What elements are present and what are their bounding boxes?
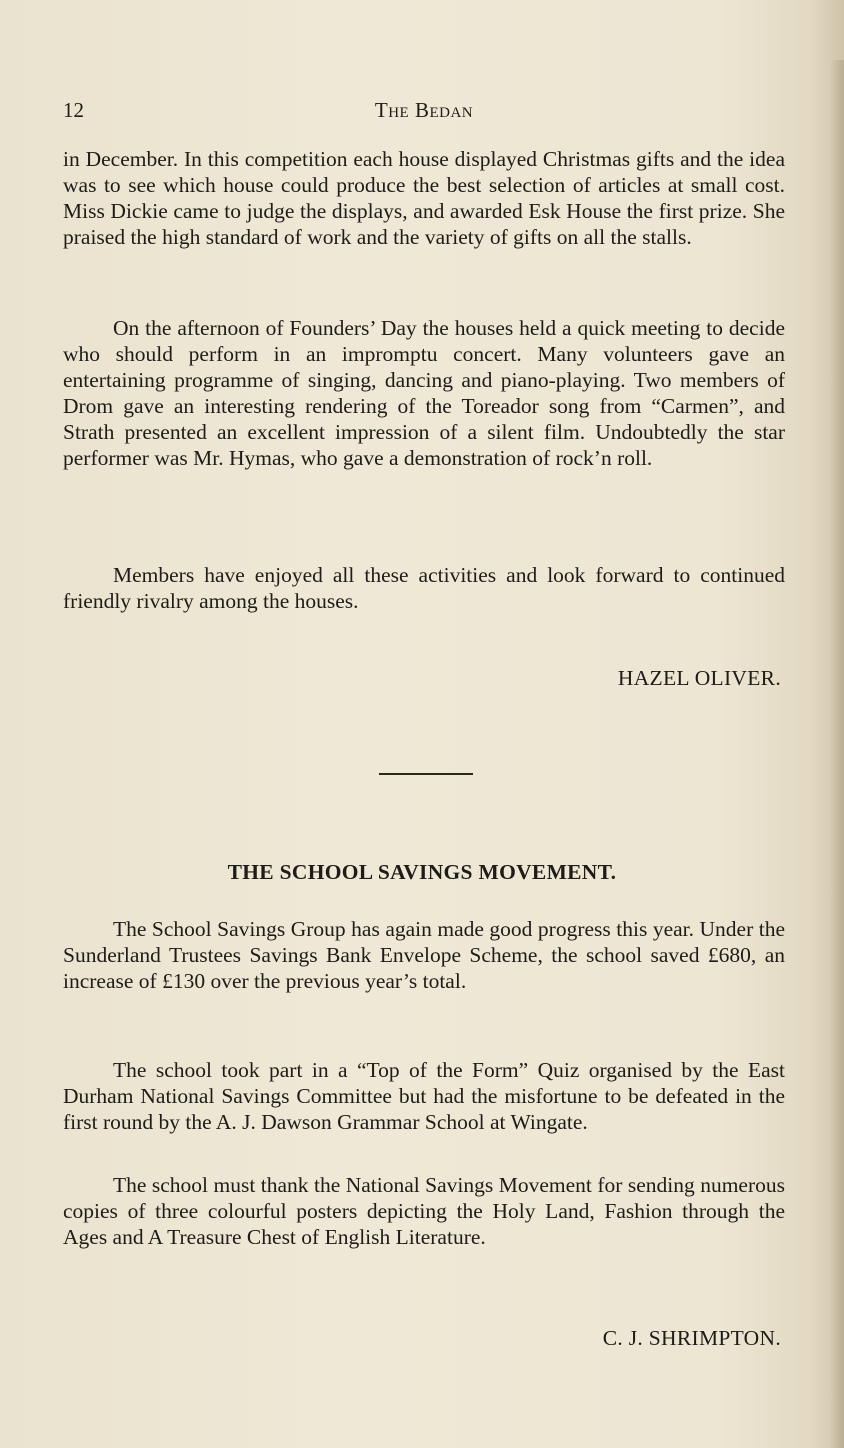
section-divider — [379, 773, 473, 775]
section-heading-school-savings: THE SCHOOL SAVINGS MOVEMENT. — [227, 860, 617, 884]
page-header — [63, 98, 785, 128]
paragraph-founders-day-concert: On the afternoon of Founders’ Day the houses held a quick meeting to decide who should perform in an impromptu concert. Many volunteers gave an entertaining programme of singing, dancing and piano-playing. Two members of Drom gave an interesting rendering of the Toreador song from “Carmen”, and Strath presented an excellent impression of a silent film. Undoubtedly the star performer was Mr. Hymas, who gave a demonstration of rock’n roll. — [63, 316, 785, 470]
signature-hazel-oliver: HAZEL OLIVER. — [617, 666, 781, 690]
running-title: The Bedan — [374, 98, 474, 122]
signature-c-j-shrimpton: C. J. SHRIMPTON. — [602, 1326, 781, 1350]
paragraph-savings-progress: The School Savings Group has again made good progress this year. Under the Sunderland Trustees Savings Bank Envelope Scheme, the school saved £680, an increase of £130 over the previous year’s total. — [63, 917, 785, 993]
page-edge-shadow — [830, 60, 844, 1448]
paragraph-houses-christmas-gifts: in December. In this competition each house displayed Christmas gifts and the idea was to see which house could produce the best selection of articles at small cost. Miss Dickie came to judge the displays, and awarded Esk House the first prize. She praised the high standard of work and the variety of gifts on all the stalls. — [63, 147, 785, 249]
paragraph-posters-thanks: The school must thank the National Savings Movement for sending numerous copies of three colourful posters depicting the Holy Land, Fashion through the Ages and A Treasure Chest of English Literature. — [63, 1173, 785, 1249]
paragraph-friendly-rivalry: Members have enjoyed all these activities and look forward to continued friendly rivalry among the houses. — [63, 563, 785, 613]
page-number: 12 — [63, 98, 84, 122]
paragraph-top-of-the-form-quiz: The school took part in a “Top of the Form” Quiz organised by the East Durham National Savings Committee but had the misfortune to be defeated in the first round by the A. J. Dawson Grammar School at Wingate. — [63, 1058, 785, 1134]
